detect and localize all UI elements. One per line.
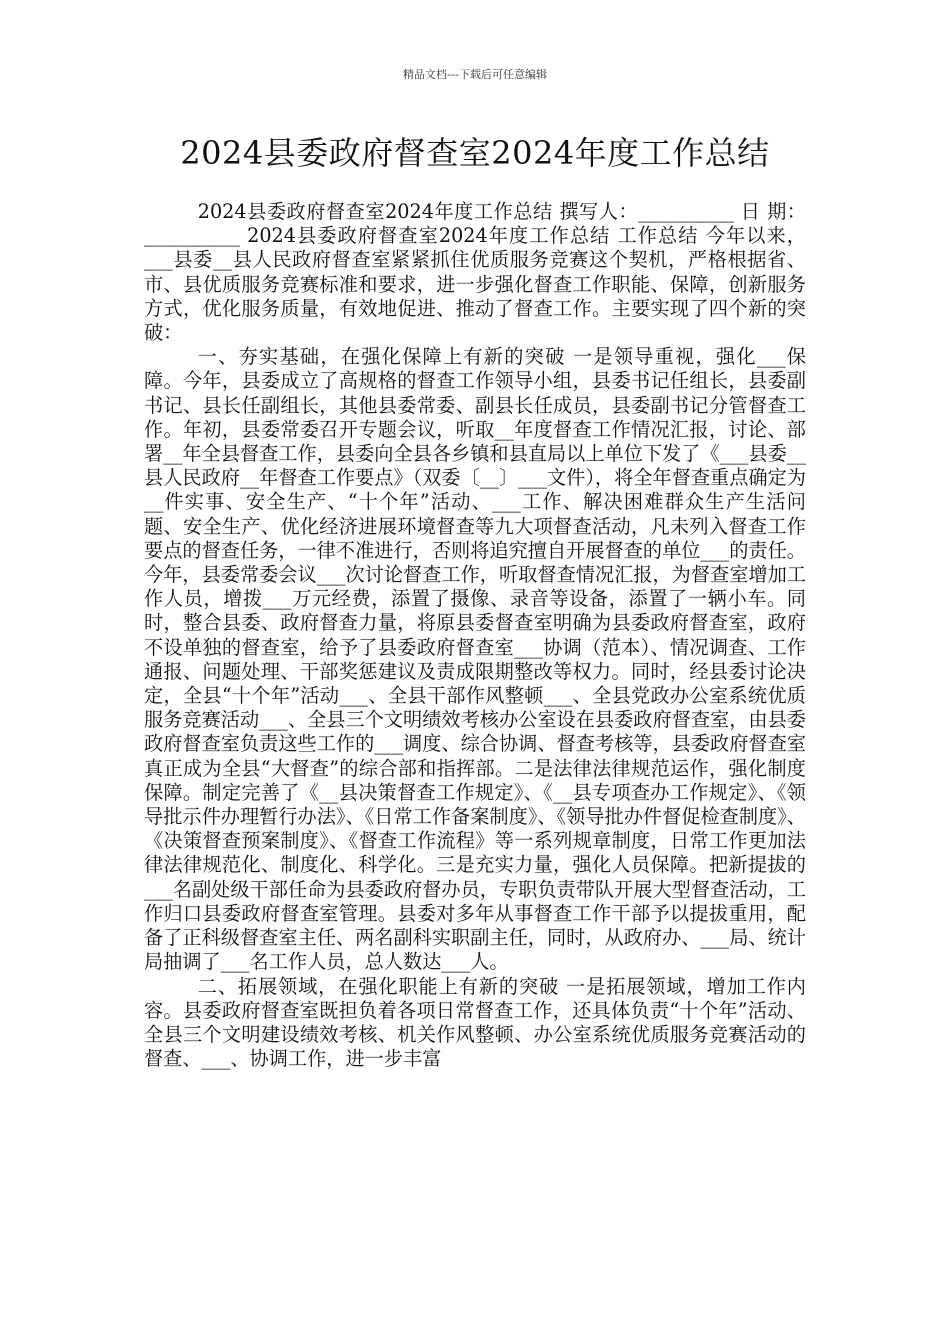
paragraph-intro: 2024县委政府督查室2024年度工作总结 撰写人：__________ 日 期：__________ 2024县委政府督查室2024年度工作总结 工作总结 今年以来，___县委__县人民政府督查室紧紧抓住优质服务竞赛这个契机，严格根据省、市、县优质服务竞赛标准和要求，进一步强化督查工作职能、保障，创新服务方式，优化服务质量，有效地促进、推动了督查工作。主要实现了四个新的突破： [144,200,806,345]
paragraph-section-1: 一、夯实基础，在强化保障上有新的突破 一是领导重视，强化___保障。今年，县委成立了高规格的督查工作领导小组，县委书记任组长，县委副书记、县长任副组长，其他县委常委、副县长任成员，县委副书记分管督查工作。年初，县委常委召开专题会议，听取__年度督查工作情况汇报，讨论、部署__年全县督查工作，县委向全县各乡镇和县直局以上单位下发了《___县委__县人民政府__年督查工作要点》（双委〔__〕___文件），将全年督查重点确定为__件实事、安全生产、“十个年”活动、___工作、解决困难群众生产生活问题、安全生产、优化经济进展环境督查等九大项督查活动，凡未列入督查工作要点的督查任务，一律不准进行，否则将追究擅自开展督查的单位___的责任。今年，县委常委会议___次讨论督查工作，听取督查情况汇报，为督查室增加工作人员，增拨___万元经费，添置了摄像、录音等设备，添置了一辆小车。同时，整合县委、政府督查力量，将原县委督查室明确为县委政府督查室，政府不设单独的督查室，给予了县委政府督查室___协调（范本）、情况调查、工作通报、问题处理、干部奖惩建议及责成限期整改等权力。同时，经县委讨论决定，全县“十个年”活动___、全县干部作风整顿___、全县党政办公室系统优质服务竞赛活动___、全县三个文明绩效考核办公室设在县委政府督查室，由县委政府督查室负责这些工作的___调度、综合协调、督查考核等，县委政府督查室真正成为全县“大督查”的综合部和指挥部。二是法律法律规范运作，强化制度保障。制定完善了《__县决策督查工作规定》、《__县专项查办工作规定》、《领导批示件办理暂行办法》、《日常工作备案制度》、《领导批办件督促检查制度》、《决策督查预案制度》、《督查工作流程》等一系列规章制度，日常工作更加法律法律规范化、制度化、科学化。三是充实力量，强化人员保障。把新提拔的___名副处级干部任命为县委政府督办员，专职负责带队开展大型督查活动，工作归口县委政府督查室管理。县委对多年从事督查工作干部予以提拔重用，配备了正科级督查室主任、两名副科实职副主任，同时，从政府办、___局、统计局抽调了___名工作人员，总人数达___人。 [144,345,806,974]
header-note: 精品文档---下载后可任意编辑 [403,68,547,81]
document-body [144,200,806,1071]
document-title: 2024县委政府督查室2024年度工作总结 [180,134,770,172]
paragraph-section-2: 二、拓展领域，在强化职能上有新的突破 一是拓展领域，增加工作内容。县委政府督查室既担负着各项日常督查工作，还具体负责“十个年”活动、全县三个文明建设绩效考核、机关作风整顿、办公室系统优质服务竞赛活动的督查、___、协调工作，进一步丰富 [144,974,806,1071]
